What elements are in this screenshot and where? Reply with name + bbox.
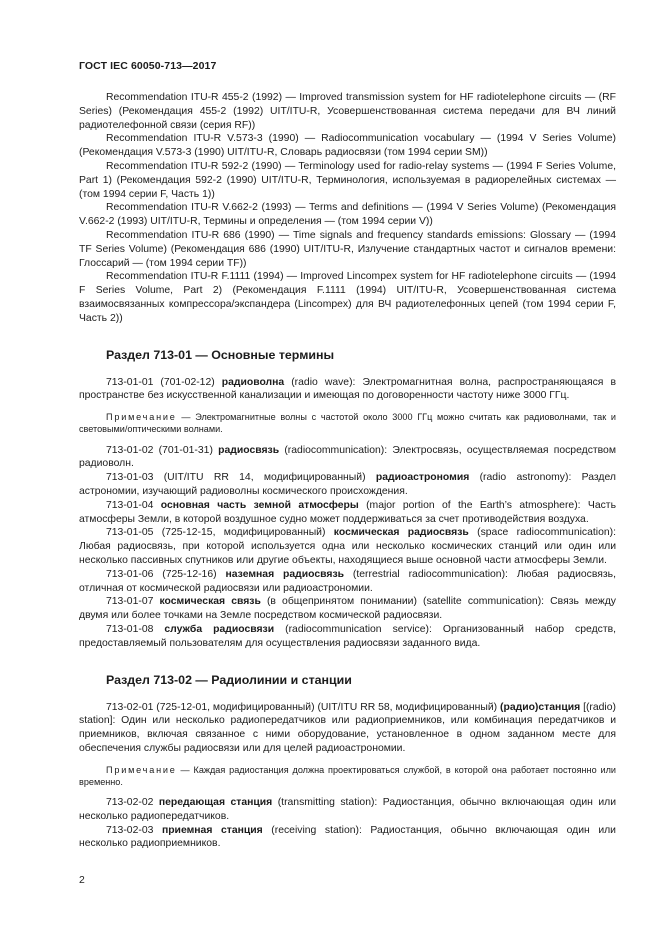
term-name: космическая радиосвязь — [333, 527, 469, 539]
section-title: Раздел 713-01 — Основные термины — [106, 347, 335, 362]
entry-number: 713-01-06 (725-12-16) — [106, 568, 226, 580]
section-title: Раздел 713-02 — Радиолинии и станции — [106, 672, 352, 687]
document-header: ГОСТ IEC 60050-713—2017 — [79, 60, 217, 72]
entry-number: 713-02-03 — [106, 824, 162, 836]
term-name: наземная радиосвязь — [225, 568, 345, 580]
entry-number: 713-01-07 — [106, 596, 160, 608]
term-entry — [79, 526, 616, 567]
term-name: основная часть земной атмосферы — [160, 499, 359, 511]
note-label: Примечание — [106, 412, 177, 423]
entry-number: 713-01-08 — [106, 623, 165, 635]
reference-item: Recommendation ITU-R V.662-2 (1993) — Terms and definitions — (1994 V Series Volume) (Рекомендация V.662-2 (1993) UIT/ITU-R, Термины и определения — (том 1994 серии V)) — [79, 202, 616, 228]
section-713-01 — [79, 376, 616, 651]
note-text: — Каждая радиостанция должна проектироваться службой, в которой она работает постоянно или временно. — [79, 764, 616, 787]
term-definition: (radiocommunication): Электросвязь, осуществляемая посредством радиоволн. — [79, 444, 616, 470]
term-definition: (radio wave): Электромагнитная волна, распространяющаяся в пространстве без искусственной канализации и имеющая по договоренности частоту ниже 3000 ГГц. — [79, 376, 616, 402]
term-entry — [79, 471, 616, 499]
term-name: (радио)станция — [500, 701, 581, 713]
reference-item: Recommendation ITU-R 686 (1990) — Time signals and frequency standards emissions: Glossary — (1994 TF Series Volume) (Рекомендация 686 (1990) UIT/ITU-R, Излучение стандартных частот и сигналов времени: Глоссарий — (том 1994 серии TF)) — [79, 229, 616, 269]
entry-number: 713-01-02 (701-01-31) — [106, 444, 219, 456]
entry-number: 713-01-01 (701-02-12) — [106, 376, 222, 388]
term-definition: [(radio) station]: Один или несколько радиопередатчиков или радиоприемников, или комбинация передатчиков и приемников, включая связанное с ними оборудование, установленное в одном заданном месте для обеспечения службы радиосвязи или для целей радиоастрономии. — [79, 701, 616, 754]
section-713-02 — [79, 701, 616, 852]
reference-item: Recommendation ITU-R V.573-3 (1990) — Radiocommunication vocabulary — (1994 V Series Volume) (Рекомендация V.573-3 (1990) UIT/ITU-R, Словарь радиосвязи (том 1994 серии SM)) — [79, 133, 616, 159]
entry-number: 713-01-03 (UIT/ITU RR 14, модифицированный) — [106, 472, 376, 484]
note — [79, 764, 616, 788]
term-entry — [79, 623, 616, 651]
term-definition: (terrestrial radiocommunication): Любая радиосвязь, отличная от космической радиосвязи или радиоастрономии. — [79, 568, 616, 594]
term-name: радиоастрономия — [375, 472, 470, 484]
entry-number: 713-02-02 — [106, 797, 159, 809]
term-name: радиоволна — [221, 376, 285, 388]
term-name: приемная станция — [161, 824, 263, 836]
note — [79, 411, 616, 435]
reference-item: Recommendation ITU-R F.1111 (1994) — Improved Lincompex system for HF radiotelephone circuits — (1994 F Series Volume, Part 2) (Рекомендация F.1111 (1994) UIT/ITU-R, Усовершенствованная система взаимосвязанных компрессора/экспандера (Lincompex) для ВЧ радиотелефонных цепей (том 1994 серии F, Часть 2)) — [79, 271, 616, 324]
term-entry — [79, 568, 616, 596]
document-body — [79, 91, 616, 851]
term-definition: (radiocommunication service): Организованный набор средств, предоставляемый пользователям для осуществления радиосвязи заданного вида. — [79, 623, 617, 649]
term-entry — [79, 595, 616, 623]
term-name: передающая станция — [158, 797, 273, 809]
references-list — [79, 91, 616, 326]
term-entry — [79, 499, 616, 527]
term-definition: (в общепринятом понимании) (satellite communication): Связь между двумя или более точками на Земле посредством космической радиосвязи. — [79, 596, 616, 622]
note-text: — Электромагнитные волны с частотой около 3000 ГГц можно считать как радиоволнами, так и световыми/оптическими волнами. — [79, 412, 616, 435]
term-name: радиосвязь — [218, 444, 280, 456]
entry-number: 713-01-04 — [106, 499, 161, 511]
entry-number: 713-02-01 (725-12-01, модифицированный) (UIT/ITU RR 58, модифицированный) — [106, 701, 501, 713]
term-definition: (receiving station): Радиостанция, обычно включающая один или несколько радиоприемников. — [79, 824, 616, 850]
term-entry — [79, 701, 616, 756]
reference-item: Recommendation ITU-R 592-2 (1990) — Terminology used for radio-relay systems — (1994 F Series Volume, Part 1) (Рекомендация 592-2 (1990) UIT/ITU-R, Терминология, используемая в радиорелейных системах — (том 1994 серии F, Часть 1)) — [79, 160, 616, 200]
term-entry — [79, 376, 616, 404]
term-name: служба радиосвязи — [164, 623, 275, 635]
term-definition: (transmitting station): Радиостанция, обычно включающая один или несколько радиопередатчиков. — [79, 797, 617, 822]
reference-item: Recommendation ITU-R 455-2 (1992) — Improved transmission system for HF radiotelephone circuits — (RF Series) (Рекомендация 455-2 (1992) UIT/ITU-R, Усовершенствованная система передачи для ВЧ линий радиотелефонной связи (серия RF)) — [79, 92, 616, 131]
entry-number: 713-01-05 (725-12-15, модифицированный) — [106, 527, 334, 539]
term-definition: (space radiocommunication): Любая радиосвязь, при которой используется одна или несколько космических станций или один или несколько пассивных спутников или другие объекты, находящиеся выше основной части атмосферы Земли. — [79, 527, 616, 566]
term-definition: (major portion of the Earth’s atmosphere): Часть атмосферы Земли, в которой воздушное судно может поддерживаться за счет противодействия воздуха. — [79, 499, 616, 525]
page-number: 2 — [79, 875, 85, 886]
term-entry — [79, 796, 616, 824]
term-name: космическая связь — [159, 596, 261, 608]
term-entry — [79, 444, 616, 472]
note-label: Примечание — [106, 764, 177, 775]
term-definition: (radio astronomy): Раздел астрономии, изучающий радиоволны космического происхождения. — [79, 472, 616, 497]
term-entry — [79, 824, 616, 852]
